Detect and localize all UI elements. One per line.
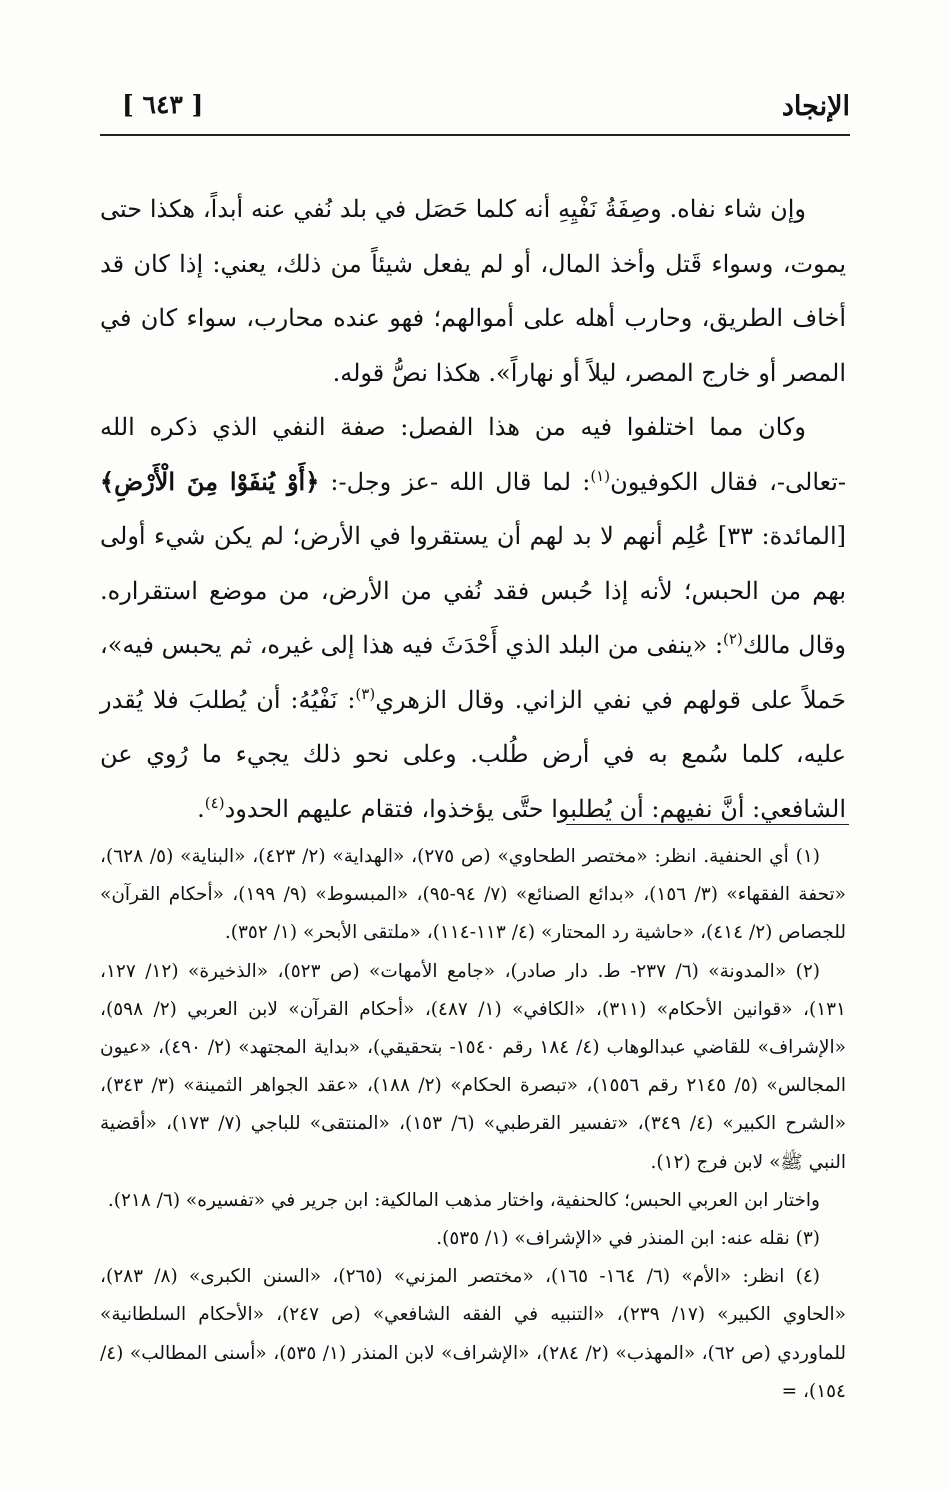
footnotes <box>100 838 846 1411</box>
page-header <box>100 78 850 128</box>
paragraph-2 <box>100 400 846 836</box>
header-rule <box>100 134 850 136</box>
footnote-ref-2: (٢) <box>723 630 743 648</box>
paragraph-2-text-b: : لما قال الله -عز وجل-: <box>319 467 591 496</box>
main-text <box>100 182 846 836</box>
paragraph-2-text-c: [المائدة: ٣٣] عُلِم أنهم لا بد لهم أن يستقروا في الأرض؛ لم يكن شيء أولى بهم من الحبس؛ لأنه إذا حُبس فقد نُفي من الأرض، من موضع استقراره. وقال مالك <box>100 522 846 659</box>
footnote-3: (٣) نقله عنه: ابن المنذر في «الإشراف» (١/ ٥٣٥). <box>436 1228 820 1250</box>
paragraph-2-text-a: وكان مما اختلفوا فيه من هذا الفصل: صفة النفي الذي ذكره الله -تعالى-، فقال الكوفيون <box>100 413 847 496</box>
paragraph-2-text-e: : نَفْيُهُ: أن يُطلبَ فلا يُقدر عليه، كلما سُمع به في أرض طُلب. وعلى نحو ذلك يجيء ما رُوي عن الشافعي: أنَّ نفيهم: أن يُطلبوا حتَّى يؤخذوا، فتقام عليهم الحدود <box>100 685 846 823</box>
paragraph-2-text-d: : «ينفى من البلد الذي أَحْدَثَ فيه هذا إلى غيره، ثم يحبس فيه»، حَملاً على قولهم في نفي الزاني. وقال الزهري <box>100 631 846 714</box>
footnote-separator <box>566 824 849 825</box>
footnote-4: (٤) انظر: «الأم» (٦/ ١٦٤- ١٦٥)، «مختصر المزني» (٢٦٥)، «السنن الكبرى» (٨/ ٢٨٣)، «الحاوي الكبير» (١٧/ ٢٣٩)، «التنبيه في الفقه الشافعي» (ص ٢٤٧)، «الأحكام السلطانية» للماوردي (ص ٦٢)، «المهذب» (٢/ ٢٨٤)، «الإشراف» لابن المنذر (١/ ٥٣٥)، «أسنى المطالب» (٤/ ١٥٤)، = <box>100 1266 846 1402</box>
footnote-ref-4: (٤) <box>204 793 225 812</box>
footnote-2-extra: واختار ابن العربي الحبس؛ كالحنفية، واختار مذهب المالكية: ابن جرير في «تفسيره» (٦/ ٢١٨). <box>107 1189 820 1211</box>
quran-verse: ﴿أَوْ يُنفَوْا مِنَ الْأَرْضِ﴾ <box>100 466 320 496</box>
page-number: [ ٦٤٣ ] <box>122 90 204 119</box>
footnote-ref-3: (٣) <box>355 684 376 703</box>
footnote-ref-1: (١) <box>590 466 611 485</box>
paragraph-1: وإن شاء نفاه. وصِفَةُ نَفْيِهِ أنه كلما حَصَل في بلد نُفي عنه أبداً، هكذا حتى يموت، وسواء قَتل وأخذ المال، أو لم يفعل شيئاً من ذلك، يعني: إذا كان قد أخاف الطريق، وحارب أهله على أموالهم؛ فهو عنده محارب، سواء كان في المصر أو خارج المصر، ليلاً أو نهاراً». هكذا نصُّ قوله. <box>100 195 846 387</box>
footnote-2: (٢) «المدونة» (٦/ ٢٣٧- ط. دار صادر)، «جامع الأمهات» (ص ٥٢٣)، «الذخيرة» (١٢/ ١٢٧، ١٣١)، «قوانين الأحكام» (٣١١)، «الكافي» (١/ ٤٨٧)، «أحكام القرآن» لابن العربي (٢/ ٥٩٨)، «الإشراف» للقاضي عبدالوهاب (٤/ ١٨٤ رقم ١٥٤٠- بتحقيقي)، «بداية المجتهد» (٢/ ٤٩٠)، «عيون المجالس» (٥/ ٢١٤٥ رقم ١٥٥٦)، «تبصرة الحكام» (٢/ ١٨٨)، «عقد الجواهر الثمينة» (٣/ ٣٤٣)، «الشرح الكبير» (٤/ ٣٤٩)، «تفسير القرطبي» (٦/ ١٥٣)، «المنتقى» للباجي (٧/ ١٧٣)، «أقضية النبي ﷺ» لابن فرج (١٢). <box>100 960 847 1173</box>
running-title: الإنجاد <box>781 91 850 122</box>
paragraph-2-end: . <box>197 794 205 823</box>
footnote-1: (١) أي الحنفية. انظر: «مختصر الطحاوي» (ص ٢٧٥)، «الهداية» (٢/ ٤٢٣)، «البناية» (٥/ ٦٢٨)، «تحفة الفقهاء» (٣/ ١٥٦)، «بدائع الصنائع» (٧/ ٩٤-٩٥)، «المبسوط» (٩/ ١٩٩)، «أحكام القرآن» للجصاص (٢/ ٤١٤)، «حاشية رد المحتار» (٤/ ١١٣-١١٤)، «ملتقى الأبحر» (١/ ٣٥٢). <box>100 846 846 944</box>
